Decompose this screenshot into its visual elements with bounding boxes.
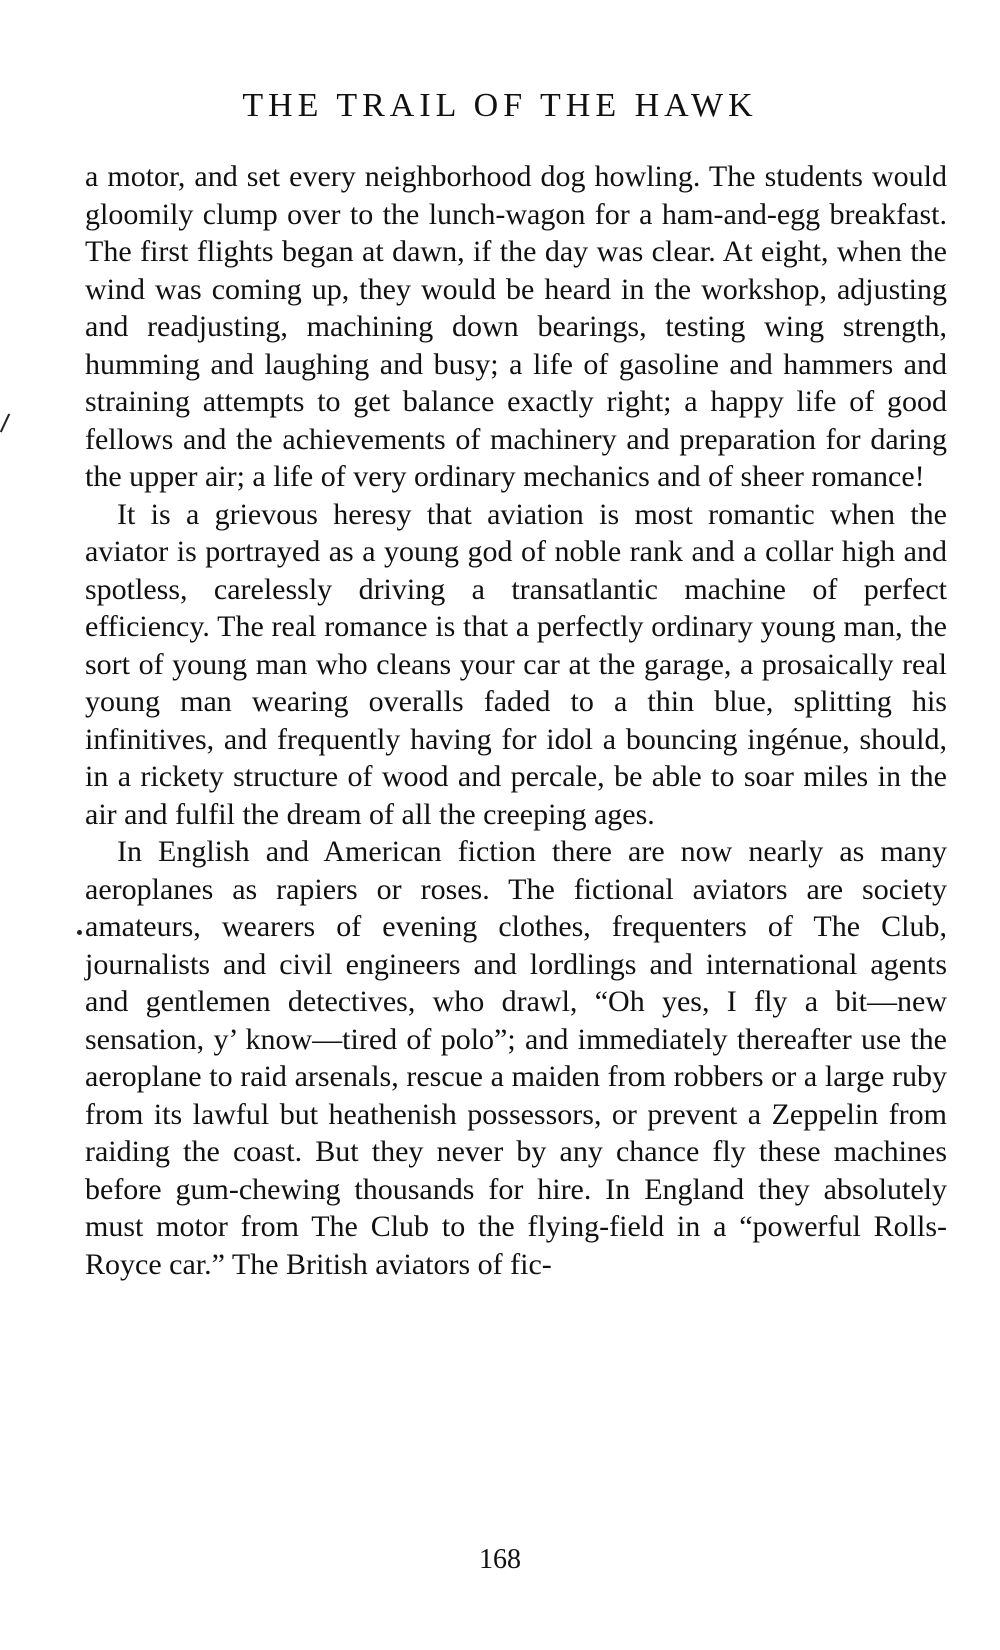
margin-tick-mark: [0, 414, 10, 433]
paragraph-continued: a motor, and set every neighborhood dog howling. The students would gloomily clump over to the lunch-wagon for a ham-and-egg breakfast. The first flights began at dawn, if the day was clear. At eight, when the wind was coming up, they would be heard in the workshop, adjusting and readjusting, machining down bearings, testing wing strength, humming and laughing and busy; a life of gasoline and hammers and straining attempts to get balance exactly right; a happy life of good fellows and the achievements of machinery and preparation for daring the upper air; a life of very ordinary mechanics and of sheer romance!: [85, 160, 947, 493]
margin-dot-mark: [77, 930, 82, 935]
paragraph: In English and American fiction there are now nearly as many aeroplanes as rapiers or roses. The fictional aviators are society amateurs, wearers of evening clothes, frequenters of The Club, journalists and civil engineers and lordlings and international agents and gentlemen detectives, who drawl, “Oh yes, I fly a bit—new sensation, y’ know—tired of polo”; and immediately thereafter use the aeroplane to raid arsenals, rescue a maiden from robbers or a large ruby from its lawful but heathenish possessors, or prevent a Zeppelin from raiding the coast. But they never by any chance fly these machines before gum-chewing thousands for hire. In England they absolutely must motor from The Club to the flying-field in a “powerful Rolls-Royce car.” The British aviators of fic-: [85, 835, 947, 1281]
paragraph: It is a grievous heresy that aviation is most romantic when the aviator is portrayed as a young god of noble rank and a collar high and spotless, carelessly driving a transatlantic machine of perfect efficiency. The real romance is that a perfectly ordinary young man, the sort of young man who cleans your car at the garage, a prosaically real young man wearing overalls faded to a thin blue, splitting his infinitives, and frequently having for idol a bouncing ingénue, should, in a rickety structure of wood and percale, be able to soar miles in the air and fulfil the dream of all the creeping ages.: [85, 497, 947, 831]
running-head: THE TRAIL OF THE HAWK: [242, 87, 758, 124]
body-text: [85, 158, 947, 1283]
page-number: 168: [479, 1544, 521, 1575]
